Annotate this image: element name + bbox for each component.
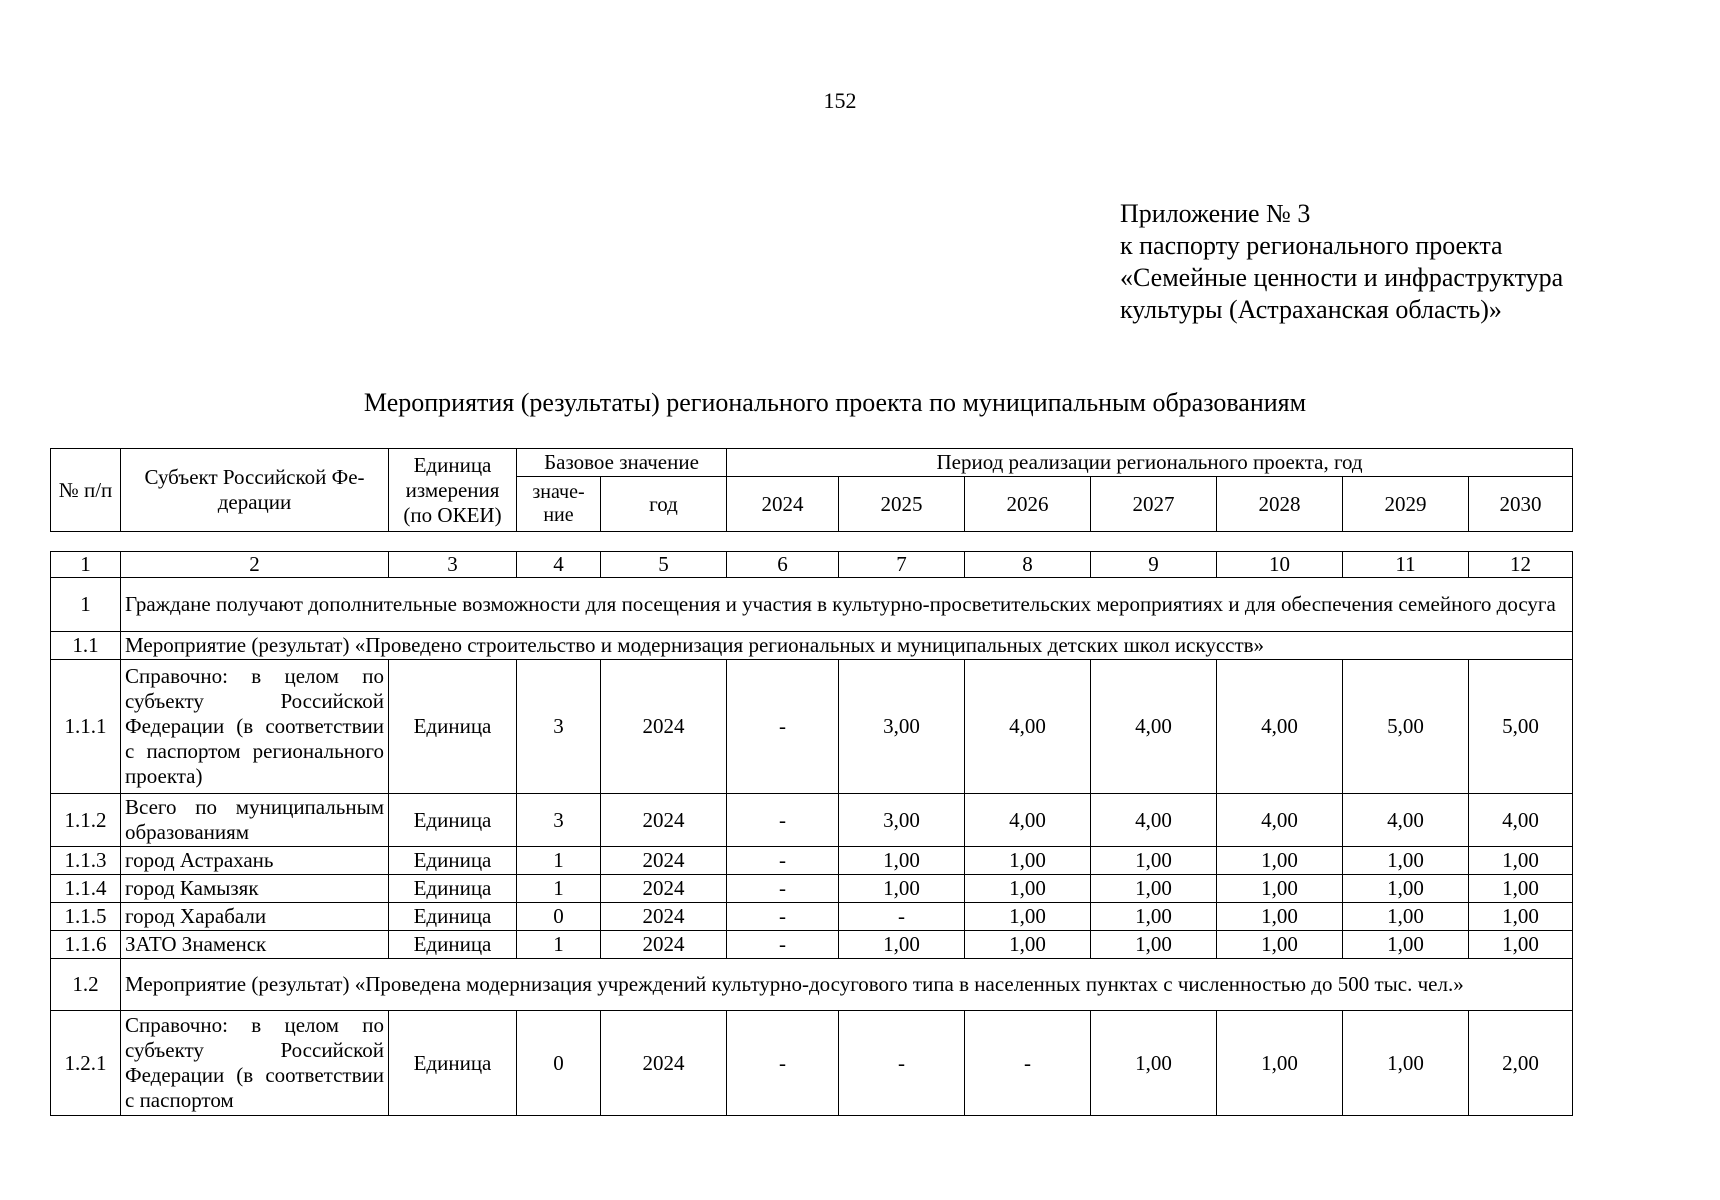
table-row [51, 660, 1573, 794]
row-year-value: 1,00 [1217, 931, 1343, 959]
header-year: 2025 [839, 477, 965, 532]
row-name: город Камызяк [121, 875, 389, 903]
row-base-year: 2024 [601, 1011, 727, 1116]
column-number: 12 [1469, 552, 1573, 578]
table-row [51, 903, 1573, 931]
row-year-value: - [727, 931, 839, 959]
column-number: 9 [1091, 552, 1217, 578]
table-row [51, 847, 1573, 875]
row-year-value: - [727, 660, 839, 794]
row-unit: Единица [389, 875, 517, 903]
row-year-value: 1,00 [1343, 875, 1469, 903]
row-year-value: 1,00 [839, 847, 965, 875]
header-year: 2026 [965, 477, 1091, 532]
row-year-value: 1,00 [1343, 847, 1469, 875]
row-name: Всего по муниципальным образованиям [121, 794, 389, 847]
row-year-value: 4,00 [1469, 794, 1573, 847]
row-num: 1.1.5 [51, 903, 121, 931]
table-row [51, 931, 1573, 959]
column-number: 2 [121, 552, 389, 578]
row-year-value: 2,00 [1469, 1011, 1573, 1116]
appendix-block [1120, 198, 1563, 326]
row-unit: Единица [389, 1011, 517, 1116]
appendix-line: Приложение № 3 [1120, 199, 1311, 228]
row-year-value: 1,00 [965, 903, 1091, 931]
row-base-year: 2024 [601, 847, 727, 875]
header-base: Базовое значение [517, 449, 727, 477]
row-base-value: 1 [517, 847, 601, 875]
row-num: 1.1.2 [51, 794, 121, 847]
header-year: 2029 [1343, 477, 1469, 532]
row-year-value: 3,00 [839, 794, 965, 847]
row-unit: Единица [389, 660, 517, 794]
header-year: 2024 [727, 477, 839, 532]
appendix-line: культуры (Астраханская область)» [1120, 295, 1502, 324]
row-year-value: 1,00 [1217, 903, 1343, 931]
row-name: Справочно: в целом по субъекту Российской Федерации (в соответствии с паспортом регионального проекта) [121, 660, 389, 794]
row-year-value: - [839, 903, 965, 931]
row-year-value: 1,00 [1469, 931, 1573, 959]
row-base-value: 3 [517, 794, 601, 847]
row-base-year: 2024 [601, 794, 727, 847]
row-year-value: 5,00 [1343, 660, 1469, 794]
appendix-line: к паспорту регионального проекта [1120, 231, 1503, 260]
row-year-value: 4,00 [1091, 660, 1217, 794]
row-year-value: 1,00 [1217, 875, 1343, 903]
row-unit: Единица [389, 847, 517, 875]
event-num: 1.1 [51, 632, 121, 660]
column-number-row [51, 552, 1573, 578]
column-number: 11 [1343, 552, 1469, 578]
row-year-value: 1,00 [839, 875, 965, 903]
page-number: 152 [823, 88, 857, 113]
row-base-year: 2024 [601, 931, 727, 959]
row-year-value: 1,00 [965, 847, 1091, 875]
section-num: 1 [51, 578, 121, 632]
column-number: 1 [51, 552, 121, 578]
row-num: 1.2.1 [51, 1011, 121, 1116]
row-year-value: 1,00 [1091, 931, 1217, 959]
column-number: 3 [389, 552, 517, 578]
row-year-value: 5,00 [1469, 660, 1573, 794]
row-year-value: 4,00 [965, 794, 1091, 847]
row-name: Справочно: в целом по субъекту Российской Федерации (в соответствии с паспортом [121, 1011, 389, 1116]
row-year-value: 1,00 [1469, 903, 1573, 931]
row-year-value: 1,00 [1343, 1011, 1469, 1116]
data-table [50, 551, 1573, 1116]
row-base-value: 3 [517, 660, 601, 794]
row-year-value: 4,00 [965, 660, 1091, 794]
row-year-value: 1,00 [1091, 903, 1217, 931]
event-row [51, 632, 1573, 660]
document-title: Мероприятия (результаты) регионального проекта по муниципальным образованиям [363, 388, 1307, 417]
table-row [51, 1011, 1573, 1116]
row-base-value: 1 [517, 875, 601, 903]
appendix-line: «Семейные ценности и инфраструктура [1120, 263, 1564, 292]
row-name: ЗАТО Знаменск [121, 931, 389, 959]
event-text: Мероприятие (результат) «Проведено строительство и модернизация региональных и муниципальных детских школ искусств» [121, 632, 1573, 660]
column-number: 5 [601, 552, 727, 578]
row-num: 1.1.3 [51, 847, 121, 875]
section-text: Граждане получают дополнительные возможности для посещения и участия в культурно-просветительских мероприятиях и для обеспечения семейного досуга [121, 578, 1573, 632]
row-year-value: - [727, 847, 839, 875]
row-year-value: 4,00 [1091, 794, 1217, 847]
table-row [51, 875, 1573, 903]
row-year-value: 1,00 [1343, 931, 1469, 959]
header-num: № п/п [51, 449, 121, 532]
row-year-value: 4,00 [1217, 794, 1343, 847]
event-row [51, 959, 1573, 1011]
row-year-value: 1,00 [1469, 847, 1573, 875]
row-year-value: 1,00 [1091, 847, 1217, 875]
row-year-value: 4,00 [1343, 794, 1469, 847]
header-year: 2027 [1091, 477, 1217, 532]
header-subject: Субъект Российской Федерации [121, 449, 389, 532]
row-year-value: - [965, 1011, 1091, 1116]
header-year: 2028 [1217, 477, 1343, 532]
row-year-value: 1,00 [1469, 875, 1573, 903]
row-unit: Единица [389, 794, 517, 847]
row-year-value: - [727, 794, 839, 847]
header-period: Период реализации регионального проекта, год [727, 449, 1573, 477]
row-base-year: 2024 [601, 660, 727, 794]
header-year: 2030 [1469, 477, 1573, 532]
header-base-year: год [601, 477, 727, 532]
column-number: 4 [517, 552, 601, 578]
column-number: 10 [1217, 552, 1343, 578]
row-num: 1.1.1 [51, 660, 121, 794]
column-number: 6 [727, 552, 839, 578]
row-year-value: 1,00 [965, 931, 1091, 959]
row-unit: Единица [389, 903, 517, 931]
row-year-value: - [839, 1011, 965, 1116]
row-year-value: 1,00 [1217, 1011, 1343, 1116]
row-year-value: 4,00 [1217, 660, 1343, 794]
row-year-value: 1,00 [1091, 1011, 1217, 1116]
row-unit: Единица [389, 931, 517, 959]
event-num: 1.2 [51, 959, 121, 1011]
row-base-value: 1 [517, 931, 601, 959]
row-base-value: 0 [517, 903, 601, 931]
header-base-value: значение [517, 477, 601, 532]
row-year-value: - [727, 1011, 839, 1116]
table-header [50, 448, 1573, 532]
row-year-value: 1,00 [1091, 875, 1217, 903]
row-year-value: 1,00 [1343, 903, 1469, 931]
row-year-value: 3,00 [839, 660, 965, 794]
table-row [51, 794, 1573, 847]
table-body [51, 552, 1573, 1116]
row-name: город Харабали [121, 903, 389, 931]
row-year-value: - [727, 875, 839, 903]
column-number: 7 [839, 552, 965, 578]
event-text: Мероприятие (результат) «Проведена модернизация учреждений культурно-досугового типа в населенных пунктах с численностью до 500 тыс. чел.» [121, 959, 1573, 1011]
row-base-year: 2024 [601, 903, 727, 931]
row-num: 1.1.4 [51, 875, 121, 903]
row-base-year: 2024 [601, 875, 727, 903]
row-base-value: 0 [517, 1011, 601, 1116]
row-num: 1.1.6 [51, 931, 121, 959]
header-unit: Единица измерения (по ОКЕИ) [389, 449, 517, 532]
row-year-value: 1,00 [1217, 847, 1343, 875]
section-row [51, 578, 1573, 632]
row-year-value: 1,00 [965, 875, 1091, 903]
row-year-value: - [727, 903, 839, 931]
row-year-value: 1,00 [839, 931, 965, 959]
column-number: 8 [965, 552, 1091, 578]
row-name: город Астрахань [121, 847, 389, 875]
